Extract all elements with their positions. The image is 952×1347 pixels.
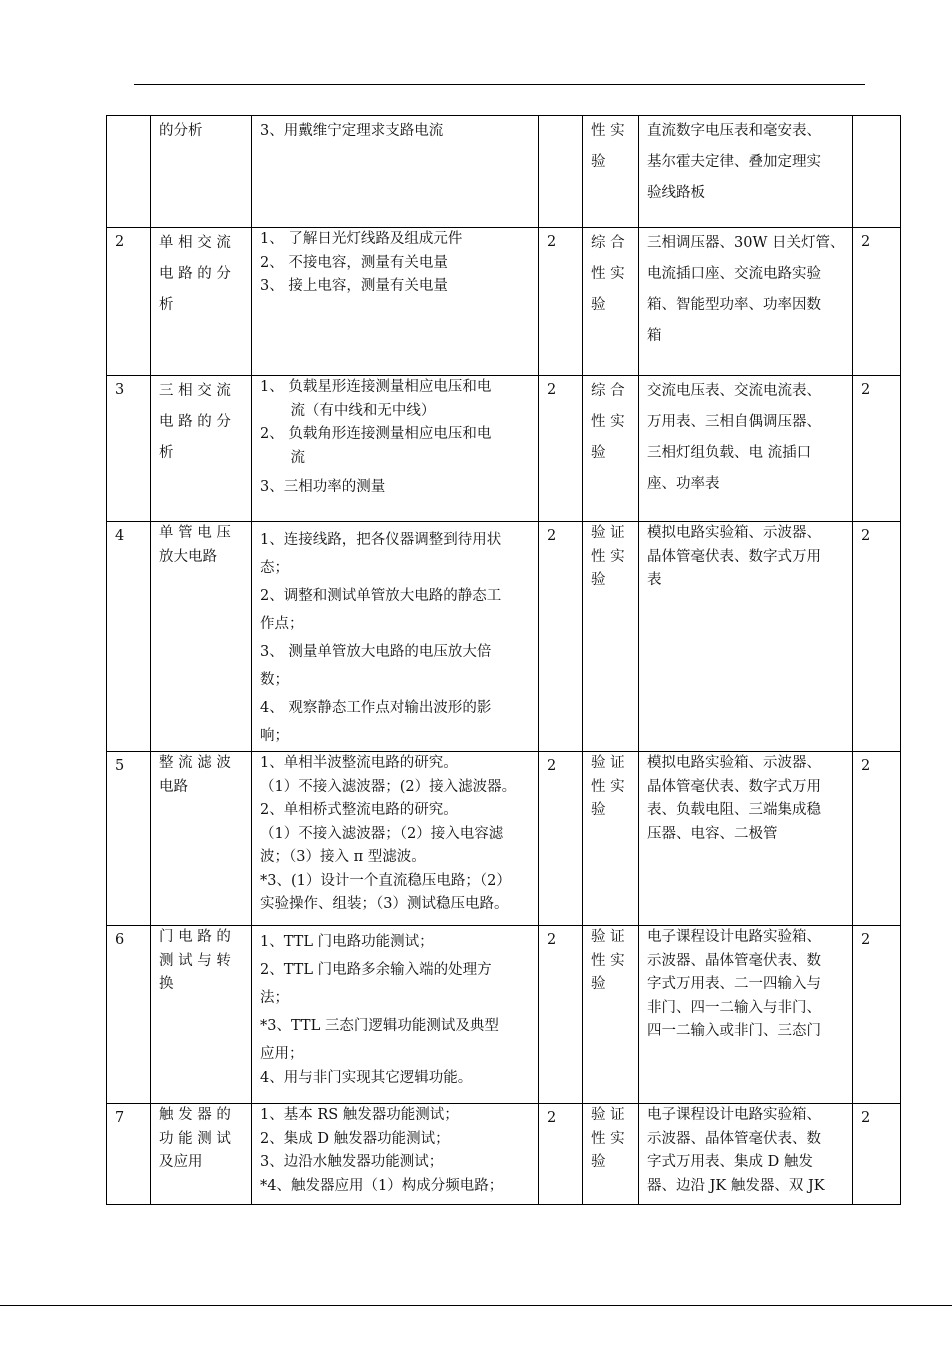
type-line: 性 实 [591, 1130, 625, 1147]
type-line: 性 实 [591, 778, 625, 795]
type-line: 性 实 [591, 952, 625, 969]
hours: 2 [539, 228, 583, 376]
header-rule [134, 84, 865, 85]
name-line: 的分析 [159, 123, 203, 139]
experiment-type [583, 1104, 639, 1205]
equipment [639, 116, 853, 228]
equipment-line: 箱 [647, 328, 662, 344]
equipment-line: 示波器、晶体管毫伏表、数 [647, 952, 821, 969]
equipment-line: 基尔霍夫定律、叠加定理实 [647, 154, 821, 170]
content-line: 实验操作、组装；（3）测试稳压电路。 [260, 896, 509, 912]
experiment-type [583, 926, 639, 1104]
content-line: 2、集成 D 触发器功能测试； [260, 1130, 450, 1147]
equipment-line: 电流插口座、交流电路实验 [647, 266, 821, 282]
type-line: 验 [591, 572, 606, 588]
table-row [107, 926, 901, 1104]
equipment-line: 表 [647, 572, 662, 588]
name-line: 三 相 交 流 [159, 383, 231, 399]
type-line: 性 实 [591, 266, 625, 282]
equipment-line: 非门、四一二输入与非门、 [647, 999, 821, 1016]
content-line: 3、三相功率的测量 [260, 479, 386, 495]
name-line: 析 [159, 445, 174, 461]
experiment-name [151, 926, 252, 1104]
experiment-name [151, 376, 252, 522]
table-row [107, 116, 901, 228]
hours: 2 [539, 926, 583, 1104]
content-line: 数； [260, 672, 289, 688]
type-line: 验 [591, 1154, 606, 1170]
name-line: 及应用 [159, 1154, 203, 1170]
content-line: 1、 负载星形连接测量相应电压和电 [260, 379, 492, 395]
name-line: 单 相 交 流 [159, 235, 231, 251]
content-line: 法； [260, 990, 289, 1006]
experiment-name [151, 752, 252, 926]
content-line: 2、单相桥式整流电路的研究。 [260, 802, 458, 818]
type-line: 验 证 [591, 755, 625, 771]
hours [539, 116, 583, 228]
equipment [639, 752, 853, 926]
type-line: 性 实 [591, 123, 625, 139]
group-size: 2 [853, 376, 901, 522]
experiment-content [252, 116, 539, 228]
content-line: 3、用戴维宁定理求支路电流 [260, 123, 444, 139]
experiment-name [151, 228, 252, 376]
name-line: 整 流 滤 波 [159, 755, 231, 771]
equipment-line: 三相调压器、30W 日关灯管、 [647, 235, 845, 251]
equipment-line: 座、功率表 [647, 476, 720, 492]
experiment-name [151, 522, 252, 752]
hours: 2 [539, 376, 583, 522]
experiment-content [252, 522, 539, 752]
table-row [107, 228, 901, 376]
content-line: 流（有中线和无中线） [290, 402, 436, 419]
equipment [639, 1104, 853, 1205]
content-line: 1、基本 RS 触发器功能测试； [260, 1107, 459, 1123]
hours: 2 [539, 752, 583, 926]
hours: 2 [539, 522, 583, 752]
content-line: 作点； [260, 616, 304, 632]
table-row [107, 522, 901, 752]
type-line: 验 [591, 154, 606, 170]
row-number: 5 [107, 752, 151, 926]
row-number: 3 [107, 376, 151, 522]
experiment-content [252, 752, 539, 926]
equipment-line: 字式万用表、二一四输入与 [647, 976, 821, 992]
row-number: 4 [107, 522, 151, 752]
type-line: 验 [591, 445, 606, 461]
content-line: 态； [260, 560, 289, 576]
experiment-table [106, 115, 901, 1205]
footer-rule [0, 1305, 952, 1306]
group-size [853, 116, 901, 228]
content-line: *4、触发器应用（1）构成分频电路； [260, 1177, 504, 1194]
equipment [639, 228, 853, 376]
type-line: 验 证 [591, 929, 625, 945]
content-line: （1）不接入滤波器；(2）接入滤波器。 [260, 778, 517, 795]
hours: 2 [539, 1104, 583, 1205]
equipment-line: 模拟电路实验箱、示波器、 [647, 755, 821, 771]
row-number: 6 [107, 926, 151, 1104]
type-line: 综 合 [591, 235, 625, 251]
group-size: 2 [853, 228, 901, 376]
content-line: 2、 负载角形连接测量相应电压和电 [260, 426, 492, 442]
equipment [639, 522, 853, 752]
equipment-line: 电子课程设计电路实验箱、 [647, 1107, 821, 1123]
equipment [639, 926, 853, 1104]
group-size: 2 [853, 522, 901, 752]
experiment-name [151, 116, 252, 228]
content-line: 1、 了解日光灯线路及组成元件 [260, 231, 463, 247]
experiment-type [583, 116, 639, 228]
row-number [107, 116, 151, 228]
type-line: 综 合 [591, 383, 625, 399]
experiment-name [151, 1104, 252, 1205]
equipment-line: 器、边沿 JK 触发器、双 JK [647, 1177, 825, 1194]
name-line: 电 路 的 分 [159, 414, 231, 430]
name-line: 电 路 的 分 [159, 266, 231, 282]
content-line: 3、 接上电容，测量有关电量 [260, 278, 448, 294]
type-line: 性 实 [591, 548, 625, 565]
name-line: 测 试 与 转 [159, 952, 231, 969]
experiment-type [583, 752, 639, 926]
content-line: 流 [290, 449, 305, 466]
equipment-line: 万用表、三相自偶调压器、 [647, 414, 821, 430]
equipment-line: 字式万用表、集成 D 触发 [647, 1154, 813, 1170]
content-line: 1、连接线路，把各仪器调整到待用状 [260, 532, 502, 548]
equipment-line: 示波器、晶体管毫伏表、数 [647, 1130, 821, 1147]
content-line: 3、 测量单管放大电路的电压放大倍 [260, 644, 492, 660]
type-line: 验 [591, 802, 606, 818]
name-line: 触 发 器 的 [159, 1107, 231, 1123]
equipment [639, 376, 853, 522]
row-number: 2 [107, 228, 151, 376]
experiment-type [583, 376, 639, 522]
equipment-line: 电子课程设计电路实验箱、 [647, 929, 821, 945]
equipment-line: 直流数字电压表和毫安表、 [647, 123, 821, 139]
equipment-line: 验线路板 [647, 185, 705, 201]
content-line: *3、(1）设计一个直流稳压电路；（2） [260, 872, 511, 889]
content-line: 4、用与非门实现其它逻辑功能。 [260, 1070, 473, 1086]
experiment-type [583, 522, 639, 752]
group-size: 2 [853, 926, 901, 1104]
content-line: 2、TTL 门电路多余输入端的处理方 [260, 962, 492, 978]
content-line: 1、单相半波整流电路的研究。 [260, 755, 458, 771]
name-line: 换 [159, 976, 174, 992]
type-line: 验 证 [591, 1107, 625, 1123]
equipment-line: 压器、电容、二极管 [647, 825, 778, 842]
content-line: 2、 不接电容，测量有关电量 [260, 254, 448, 271]
experiment-content [252, 376, 539, 522]
type-line: 性 实 [591, 414, 625, 430]
content-line: 1、TTL 门电路功能测试； [260, 934, 434, 950]
content-line: （1）不接入滤波器；（2）接入电容滤 [260, 825, 504, 842]
group-size: 2 [853, 1104, 901, 1205]
experiment-content [252, 926, 539, 1104]
type-line: 验 [591, 976, 606, 992]
equipment-line: 箱、智能型功率、功率因数 [647, 297, 821, 313]
content-line: 4、 观察静态工作点对输出波形的影 [260, 700, 492, 716]
experiment-content [252, 1104, 539, 1205]
content-line: *3、TTL 三态门逻辑功能测试及典型 [260, 1018, 499, 1034]
equipment-line: 晶体管毫伏表、数字式万用 [647, 548, 821, 565]
experiment-type [583, 228, 639, 376]
name-line: 电路 [159, 778, 188, 795]
row-number: 7 [107, 1104, 151, 1205]
table-row [107, 376, 901, 522]
name-line: 功 能 测 试 [159, 1130, 231, 1147]
equipment-line: 模拟电路实验箱、示波器、 [647, 525, 821, 541]
equipment-line: 晶体管毫伏表、数字式万用 [647, 778, 821, 795]
content-line: 响； [260, 728, 289, 744]
type-line: 验 [591, 297, 606, 313]
name-line: 单 管 电 压 [159, 525, 231, 541]
equipment-line: 四一二输入或非门、三态门 [647, 1023, 821, 1039]
content-line: 3、边沿水触发器功能测试； [260, 1154, 444, 1170]
table-row [107, 752, 901, 926]
name-line: 门 电 路 的 [159, 929, 231, 945]
equipment-line: 三相灯组负载、电 流插口 [647, 445, 812, 461]
equipment-line: 表、负载电阻、三端集成稳 [647, 802, 821, 818]
type-line: 验 证 [591, 525, 625, 541]
equipment-line: 交流电压表、交流电流表、 [647, 383, 821, 399]
group-size: 2 [853, 752, 901, 926]
name-line: 析 [159, 297, 174, 313]
table-row [107, 1104, 901, 1205]
content-line: 波；（3）接入 π 型滤波。 [260, 849, 426, 865]
content-line: 2、调整和测试单管放大电路的静态工 [260, 588, 502, 604]
content-line: 应用； [260, 1046, 304, 1062]
experiment-content [252, 228, 539, 376]
name-line: 放大电路 [159, 548, 217, 565]
